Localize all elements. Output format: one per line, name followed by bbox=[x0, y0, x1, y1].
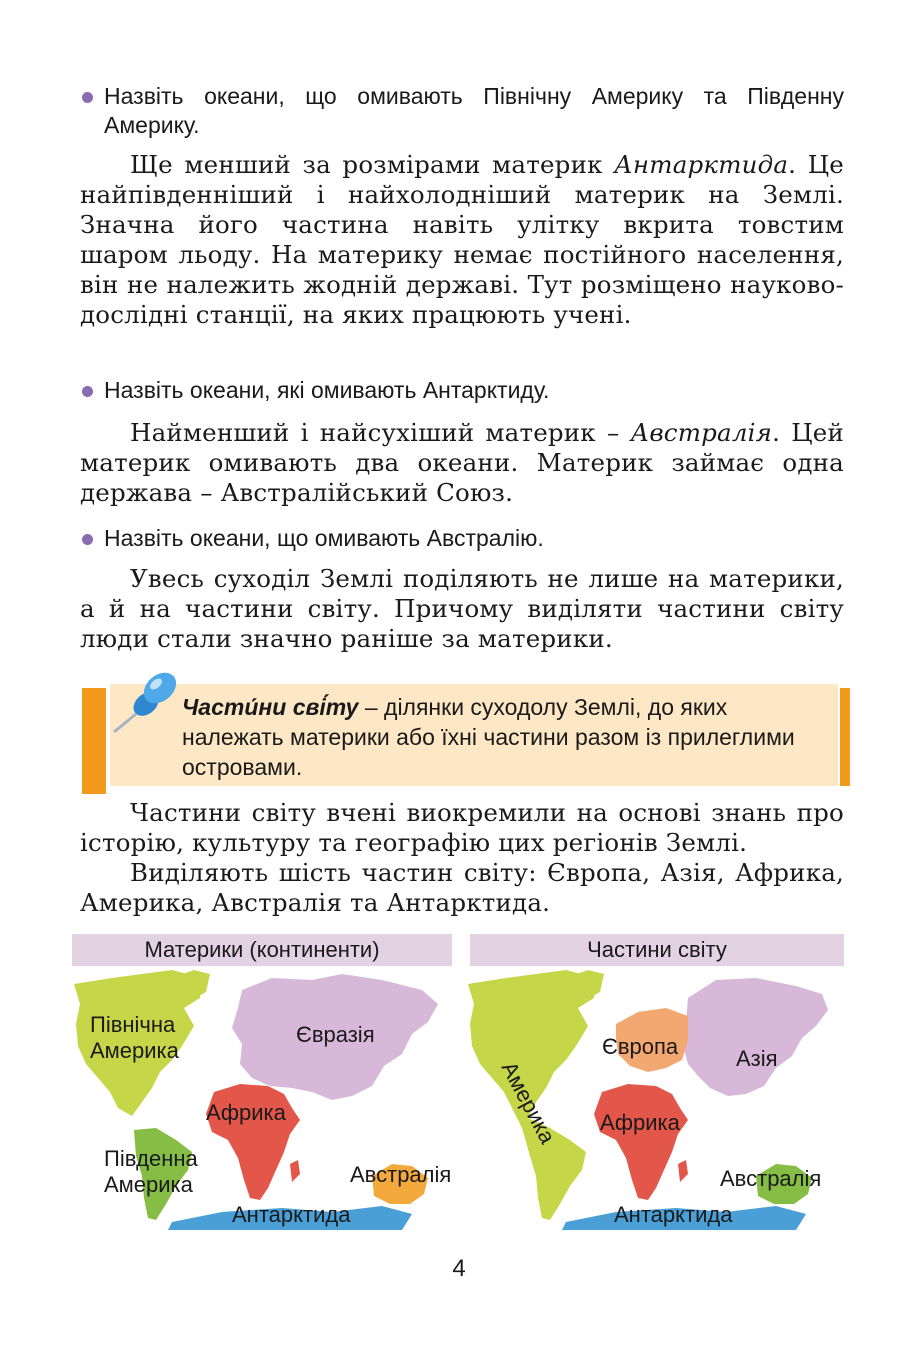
paragraph-text: Частини світу вчені виокремили на основі знань про історію, культуру та географію цих регіонів Землі. bbox=[80, 798, 844, 857]
label-asia: Азія bbox=[736, 1046, 778, 1071]
question-text: Назвіть океани, що омивають Північну Америку та Південну Америку. bbox=[104, 83, 844, 138]
paragraph-text: . Це найпівденніший і найхолодніший материк на Землі. Значна його частина навіть улітку вкрита товстим шаром льоду. На материку немає постійного населення, він не належить жодній державі. Тут розміщено науково-дослідні станції, на яких працюють учені. bbox=[80, 150, 844, 329]
label-africa: Африка bbox=[206, 1100, 286, 1125]
definition-term: Части́ни сві́ту bbox=[182, 694, 359, 720]
question-text: Назвіть океани, які омивають Антарктиду. bbox=[104, 377, 550, 403]
question-text: Назвіть океани, що омивають Австралію. bbox=[104, 525, 544, 551]
paragraph-antarctica bbox=[80, 150, 844, 330]
label-america: Америка bbox=[496, 1057, 561, 1148]
question-north-south-america bbox=[80, 82, 844, 140]
paragraph-text: Виділяють шість частин світу: Європа, Азія, Африка, Америка, Австралія та Антарктида. bbox=[80, 858, 844, 917]
definition-accent-stripe bbox=[840, 688, 850, 786]
definition-accent-stripe bbox=[82, 688, 106, 794]
asia-shape bbox=[682, 978, 828, 1096]
paragraph-text: . Цей материк омивають два океани. Материк займає одна держава – Австралійський Союз. bbox=[80, 418, 845, 507]
label-north-america-line2: Америка bbox=[90, 1038, 179, 1063]
paragraph-six-parts bbox=[80, 858, 844, 918]
term-antarctica: Антарктида bbox=[614, 150, 789, 179]
label-africa: Африка bbox=[600, 1110, 680, 1135]
paragraph-australia bbox=[80, 418, 844, 508]
madagascar-shape bbox=[290, 1160, 300, 1182]
pushpin-icon bbox=[106, 666, 186, 746]
label-europe: Європа bbox=[602, 1034, 679, 1059]
map-header-parts-of-world: Частини світу bbox=[470, 934, 844, 966]
label-south-america-line1: Південна bbox=[104, 1146, 198, 1171]
paragraph-land-division bbox=[80, 564, 844, 654]
paragraph-text: Увесь суходіл Землі поділяють не лише на материки, а й на частини світу. Причому виділяти частини світу люди стали значно раніше за материки. bbox=[80, 564, 844, 653]
paragraph-parts-of-world bbox=[80, 798, 844, 858]
label-antarctica: Антарктида bbox=[232, 1202, 351, 1227]
page-number: 4 bbox=[452, 1255, 466, 1282]
bullet-icon bbox=[82, 386, 93, 397]
label-australia: Австралія bbox=[720, 1166, 822, 1191]
definition-body: – ділянки суходолу Землі, до яких належать материки або їхні частини разом із прилеглими островами. bbox=[182, 694, 795, 780]
definition-text bbox=[182, 692, 832, 782]
label-antarctica: Антарктида bbox=[614, 1202, 733, 1227]
bullet-icon bbox=[82, 92, 93, 103]
definition-box bbox=[82, 680, 842, 788]
map-header-continents: Материки (континенти) bbox=[72, 934, 452, 966]
paragraph-text: Найменший і найсухіший материк – bbox=[130, 418, 631, 447]
madagascar-shape bbox=[678, 1160, 688, 1182]
term-australia: Австралія bbox=[630, 418, 773, 447]
paragraph-text: Ще менший за розмірами материк bbox=[130, 150, 615, 179]
africa-shape bbox=[594, 1084, 688, 1200]
label-australia: Австралія bbox=[350, 1162, 452, 1187]
bullet-icon bbox=[82, 534, 93, 545]
question-antarctica bbox=[80, 376, 844, 405]
label-south-america-line2: Америка bbox=[104, 1172, 193, 1197]
label-north-america-line1: Північна bbox=[90, 1012, 176, 1037]
question-australia bbox=[80, 524, 844, 553]
label-eurasia: Євразія bbox=[296, 1022, 375, 1047]
